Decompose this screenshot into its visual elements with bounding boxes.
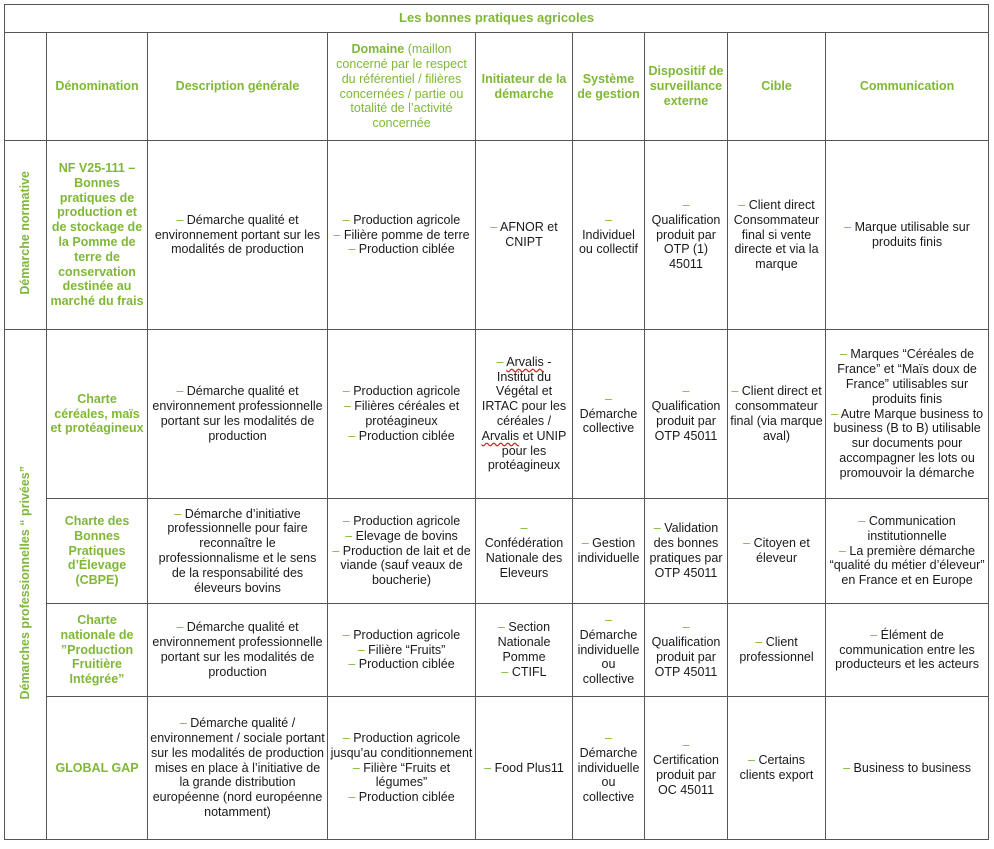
- cell-domaine: [328, 604, 476, 697]
- list-item: – Production de lait et de viande (sauf veaux de boucherie): [332, 543, 471, 588]
- cell-cible: – Certains clients export: [728, 697, 826, 840]
- header-domaine: [328, 33, 476, 141]
- header-cible: Cible: [728, 33, 826, 141]
- cell-initiateur: – Food Plus11: [476, 697, 573, 840]
- row-name: Charte nationale de ”Production Fruitière Intégrée”: [47, 604, 148, 697]
- list-item: – Filière “Fruits et légumes”: [352, 760, 451, 790]
- cell-dispositif: – Qualification produit par OTP 45011: [645, 330, 728, 499]
- list-item: – Production agricole: [342, 212, 461, 227]
- cell-systeme: – Individuel ou collectif: [573, 141, 645, 330]
- list-item: – Autre Marque business to business (B to B) utilisable sur documents pour accompagner les lots ou promouvoir la démarche: [830, 406, 984, 480]
- list-item: – CTIFL: [501, 664, 547, 679]
- list-item: – Marques “Céréales de France” et “Maïs doux de France” utilisables sur produits finis: [837, 347, 977, 406]
- table-row: [5, 697, 989, 840]
- list-item: – Filières céréales et protéagineux: [343, 399, 460, 428]
- row-name: Charte des Bonnes Pratiques d’Élevage (CBPE): [47, 499, 148, 604]
- cell-initiateur: [476, 141, 573, 330]
- list-item: – Production agricole: [342, 384, 461, 399]
- cell-systeme: – Démarche collective: [573, 330, 645, 499]
- list-item: – Elevage de bovins: [345, 528, 458, 543]
- header-description: Description générale: [148, 33, 328, 141]
- cell-description: – Démarche qualité et environnement professionnelle portant sur les modalités de production: [148, 330, 328, 499]
- header-empty: [5, 33, 47, 141]
- header-systeme: Système de gestion: [573, 33, 645, 141]
- list-item: – Production agricole: [342, 514, 461, 528]
- list-item: – Production ciblée: [348, 790, 455, 805]
- cell-dispositif: – Qualification produit par OTP (1) 45011: [645, 141, 728, 330]
- cell-communication: – Marque utilisable sur produits finis: [826, 141, 989, 330]
- table-title: Les bonnes pratiques agricoles: [5, 5, 989, 33]
- cell-cible: – Citoyen et éleveur: [728, 499, 826, 604]
- list-item: – Production ciblée: [348, 242, 455, 257]
- table-row: [5, 604, 989, 697]
- list-item: – Production agricole jusqu’au conditionnement: [330, 731, 473, 760]
- practices-table: [4, 4, 989, 840]
- cell-initiateur: – Confédération Nationale des Eleveurs: [476, 499, 573, 604]
- list-item: – Section Nationale Pomme: [497, 620, 551, 664]
- list-item: – Production ciblée: [348, 428, 455, 443]
- cell-dispositif: – Validation des bonnes pratiques par OTP 45011: [645, 499, 728, 604]
- cell-communication: [826, 330, 989, 499]
- row-name: NF V25-111 – Bonnes pratiques de production et de stockage de la Pomme de terre de conservation destinée au marché du frais: [47, 141, 148, 330]
- table-row: [5, 141, 989, 330]
- cell-description: [148, 141, 328, 330]
- row-name: Charte céréales, maïs et protéagineux: [47, 330, 148, 499]
- cell-systeme: – Démarche individuelle ou collective: [573, 604, 645, 697]
- cell-communication: – Business to business: [826, 697, 989, 840]
- list-item: – Communication institutionnelle: [858, 514, 956, 543]
- cell-domaine: [328, 330, 476, 499]
- list-item: – Production ciblée: [348, 657, 455, 672]
- header-dispositif: Dispositif de surveillance externe: [645, 33, 728, 141]
- list-item: – Production agricole: [342, 627, 461, 642]
- cell-systeme: – Démarche individuelle ou collective: [573, 697, 645, 840]
- cell-cible: – Client professionnel: [728, 604, 826, 697]
- list-item: – Filière “Fruits”: [357, 642, 446, 657]
- cell-domaine: [328, 499, 476, 604]
- cell-description: – Démarche qualité et environnement professionnelle portant sur les modalités de production: [148, 604, 328, 697]
- table-row: [5, 499, 989, 604]
- row-name: GLOBAL GAP: [47, 697, 148, 840]
- header-domaine-bold: Domaine: [351, 42, 405, 57]
- cell-domaine: [328, 141, 476, 330]
- header-domaine-detail: (maillon concerné par le respect du référentiel / filières concernées / partie ou totalité de l’activité concernée: [336, 42, 467, 131]
- list-item: – AFNOR et CNIPT: [490, 220, 558, 249]
- cell-initiateur: – Arvalis - Institut du Végétal et IRTAC pour les céréales / Arvalis et UNIP pour les protéagineux: [476, 330, 573, 499]
- cell-initiateur: [476, 604, 573, 697]
- list-item: – La première démarche “qualité du métier d’éleveur” en France et en Europe: [829, 543, 985, 588]
- group-privees-text: Démarches professionnelles “ privées”: [18, 465, 33, 700]
- cell-cible: – Client direct Consommateur final si vente directe et via la marque: [728, 141, 826, 330]
- header-communication: Communication: [826, 33, 989, 141]
- list-item: – Démarche qualité et environnement portant sur les modalités de production: [154, 212, 321, 257]
- cell-systeme: – Gestion individuelle: [573, 499, 645, 604]
- cell-domaine: [328, 697, 476, 840]
- table-row: [5, 330, 989, 499]
- cell-dispositif: – Qualification produit par OTP 45011: [645, 604, 728, 697]
- cell-description: – Démarche qualité / environnement / sociale portant sur les modalités de production mises en place à l’initiative de la grande distribution européenne (nord européenne notamment): [148, 697, 328, 840]
- group-normative-text: Démarche normative: [18, 171, 33, 295]
- cell-cible: – Client direct et consommateur final (via marque aval): [728, 330, 826, 499]
- group-label-normative: [5, 141, 47, 330]
- cell-communication: [826, 499, 989, 604]
- cell-description: – Démarche d’initiative professionnelle pour faire reconnaître le professionnalisme et le sens de la responsabilité des éleveurs bovins: [148, 499, 328, 604]
- cell-communication: – Élément de communication entre les producteurs et les acteurs: [826, 604, 989, 697]
- header-initiateur: Initiateur de la démarche: [476, 33, 573, 141]
- cell-dispositif: – Certification produit par OC 45011: [645, 697, 728, 840]
- header-denomination: Dénomination: [47, 33, 148, 141]
- group-label-privees: [5, 330, 47, 840]
- list-item: – Filière pomme de terre: [333, 227, 470, 242]
